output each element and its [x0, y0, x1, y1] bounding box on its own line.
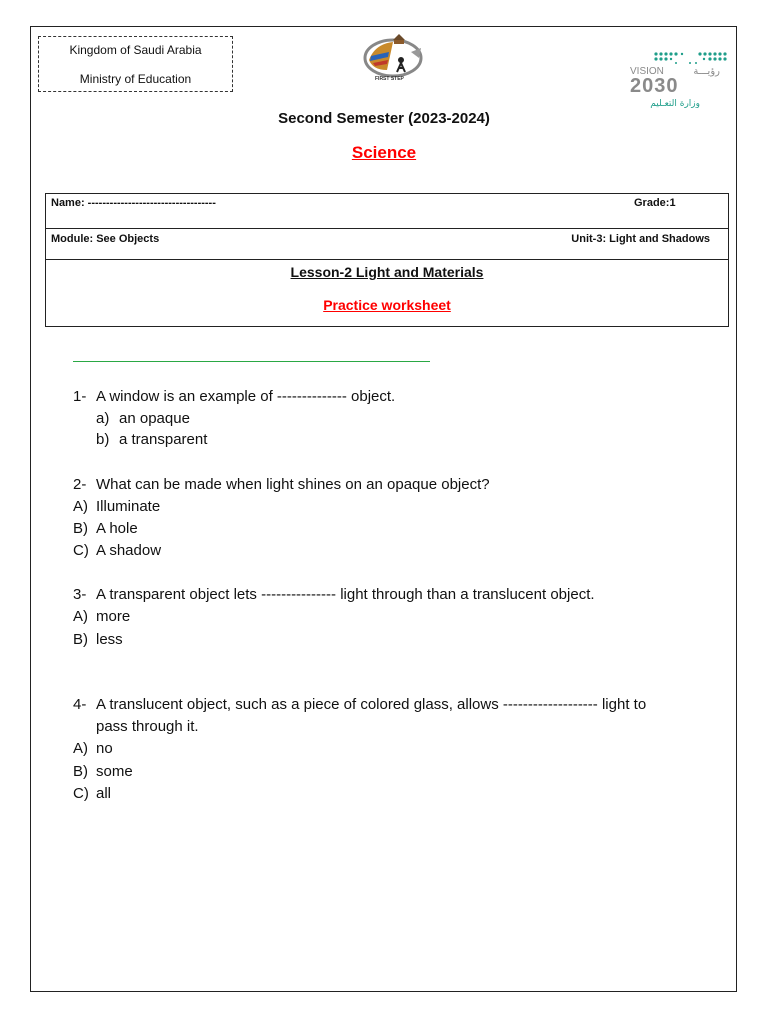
question-text-line-2: pass through it.: [96, 718, 199, 735]
table-divider: [46, 259, 728, 260]
question-text: A transparent object lets --------------- light through than a translucent object.: [96, 586, 595, 603]
option-text: A hole: [96, 520, 138, 537]
semester-title: Second Semester (2023-2024): [278, 110, 490, 127]
option-text: less: [96, 631, 123, 648]
school-logo-text: FIRST STEP: [375, 76, 404, 82]
question-text-line-1: A translucent object, such as a piece of colored glass, allows ------------------- light to: [96, 696, 647, 713]
option-text: A shadow: [96, 542, 162, 559]
option-letter: A): [73, 608, 88, 625]
option-letter: A): [73, 740, 88, 757]
student-info-table: [45, 193, 729, 327]
table-divider: [46, 228, 728, 229]
question-1: [73, 386, 395, 408]
option-text: all: [96, 785, 112, 802]
vision-word: VISION: [630, 66, 664, 77]
question-text: What can be made when light shines on an opaque object?: [96, 476, 490, 493]
grade-label: Grade:1: [634, 197, 676, 209]
ministry-arabic: وزارة التعـليم: [650, 99, 700, 108]
question-text: A window is an example of -------------- object.: [96, 388, 396, 405]
ministry-line-2: Ministry of Education: [79, 72, 192, 86]
question-3: [73, 584, 595, 606]
name-field[interactable]: Name: -----------------------------------: [51, 197, 216, 209]
question-number: 1-: [73, 388, 87, 405]
q4-option-c[interactable]: [73, 783, 111, 805]
option-letter: C): [73, 785, 89, 802]
question-number: 2-: [73, 476, 87, 493]
question-2: [73, 474, 490, 496]
q4-option-a[interactable]: [73, 738, 113, 760]
school-logo: [355, 30, 437, 82]
q2-option-b[interactable]: [73, 518, 138, 540]
subject-title: Science: [351, 143, 417, 162]
option-letter: B): [73, 763, 88, 780]
q1-option-b[interactable]: [96, 429, 207, 451]
question-number: 3-: [73, 586, 87, 603]
option-letter: B): [73, 520, 88, 537]
q2-option-a[interactable]: [73, 496, 160, 518]
q4-option-b[interactable]: [73, 761, 133, 783]
option-letter: a): [96, 410, 110, 427]
vision-year: 2030: [630, 75, 679, 97]
option-letter: B): [73, 631, 88, 648]
worksheet-title: Practice worksheet: [323, 297, 451, 313]
vision-arabic-word: رؤيـــة: [693, 66, 720, 77]
module-label: Module: See Objects: [51, 233, 160, 245]
option-letter: b): [96, 431, 110, 448]
question-4: [73, 694, 646, 716]
option-text: a transparent: [119, 431, 208, 448]
green-divider: [73, 361, 430, 362]
vision-2030-logo: [628, 50, 728, 108]
question-4-continuation: [96, 716, 199, 738]
ministry-header-box: [38, 36, 233, 92]
ministry-line-1: Kingdom of Saudi Arabia: [69, 43, 202, 57]
option-text: an opaque: [119, 410, 190, 427]
question-number: 4-: [73, 696, 87, 713]
q3-option-b[interactable]: [73, 629, 123, 651]
option-letter: C): [73, 542, 89, 559]
q2-option-c[interactable]: [73, 540, 161, 562]
lesson-title: Lesson-2 Light and Materials: [290, 264, 484, 280]
q1-option-a[interactable]: [96, 408, 190, 430]
option-text: more: [96, 608, 131, 625]
option-text: Illuminate: [96, 498, 161, 515]
option-text: some: [96, 763, 133, 780]
q3-option-a[interactable]: [73, 606, 130, 628]
option-text: no: [96, 740, 113, 757]
unit-label: Unit-3: Light and Shadows: [571, 233, 710, 245]
option-letter: A): [73, 498, 88, 515]
